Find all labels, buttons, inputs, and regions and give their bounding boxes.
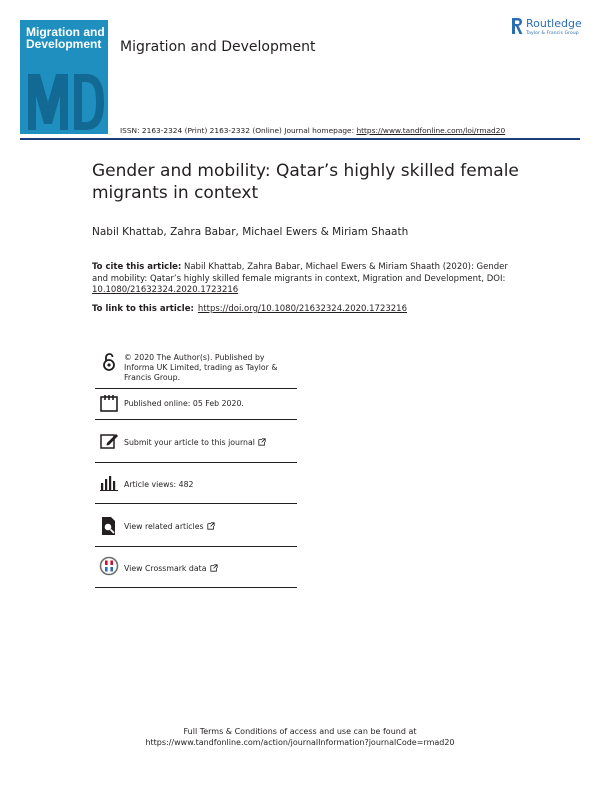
issn-line [120, 126, 505, 135]
open-access-lock-icon [99, 352, 119, 372]
issn-text: ISSN: 2163-2324 (Print) 2163-2332 (Online) Journal homepage: [120, 126, 357, 135]
article-doi-link[interactable]: https://doi.org/10.1080/21632324.2020.1723216 [197, 304, 407, 314]
cover-title [26, 26, 106, 50]
related-label: View related articles [124, 522, 204, 531]
footer-terms [100, 726, 500, 748]
cite-doi-link[interactable]: 10.1080/21632324.2020.1723216 [92, 285, 239, 295]
footer-terms-link[interactable]: https://www.tandfonline.com/action/journalInformation?journalCode=rmad20 [145, 738, 455, 747]
license-row [95, 346, 297, 389]
publisher-logo-subtext: Taylor & Francis Group [526, 31, 579, 36]
cite-label: To cite this article: [92, 262, 182, 272]
views-row [95, 463, 297, 504]
edit-pencil-icon [99, 431, 119, 451]
citation-block [92, 262, 512, 297]
license-text: © 2020 The Author(s). Published by Informa UK Limited, trading as Taylor & Francis Group. [124, 353, 278, 382]
article-info-list [95, 346, 297, 588]
cover-md-mark [24, 62, 104, 132]
external-link-icon [210, 564, 218, 572]
cover-title-line1: Migration and [26, 25, 105, 39]
article-authors: Nabil Khattab, Zahra Babar, Michael Ewers & Miriam Shaath [92, 226, 409, 238]
related-articles-search-icon [99, 516, 119, 536]
link-label: To link to this article: [92, 304, 194, 314]
article-link-line [92, 304, 407, 314]
crossmark-icon [99, 556, 119, 576]
related-articles-link[interactable] [124, 522, 215, 532]
crossmark-label: View Crossmark data [124, 564, 207, 573]
routledge-logo-icon [510, 16, 524, 36]
submit-link[interactable] [124, 438, 266, 448]
published-row [95, 389, 297, 420]
footer-line1: Full Terms & Conditions of access and use can be found at [183, 727, 417, 736]
publisher-logo-text: Routledge [526, 17, 582, 30]
submit-label: Submit your article to this journal [124, 438, 255, 447]
cite-text: Nabil Khattab, Zahra Babar, Michael Ewers & Miriam Shaath (2020): Gender and mobility: Qatar’s highly skilled female migrants in context, Migration and Development, DOI: [92, 262, 508, 284]
article-views: Article views: 482 [124, 480, 194, 489]
crossmark-link[interactable] [124, 564, 218, 574]
external-link-icon [207, 522, 215, 530]
cover-title-line2: Development [26, 37, 102, 51]
article-title: Gender and mobility: Qatar’s highly skilled female migrants in context [92, 161, 519, 203]
journal-homepage-link[interactable]: https://www.tandfonline.com/loi/rmad20 [356, 126, 506, 135]
crossmark-row[interactable] [95, 547, 297, 588]
calendar-icon [99, 393, 119, 413]
journal-title[interactable]: Migration and Development [120, 39, 316, 55]
submit-row[interactable] [95, 420, 297, 463]
published-date: Published online: 05 Feb 2020. [124, 399, 244, 408]
related-row[interactable] [95, 504, 297, 547]
bar-chart-icon [99, 473, 119, 493]
external-link-icon [258, 438, 266, 446]
journal-cover-image [20, 20, 108, 134]
header-divider [20, 138, 580, 140]
